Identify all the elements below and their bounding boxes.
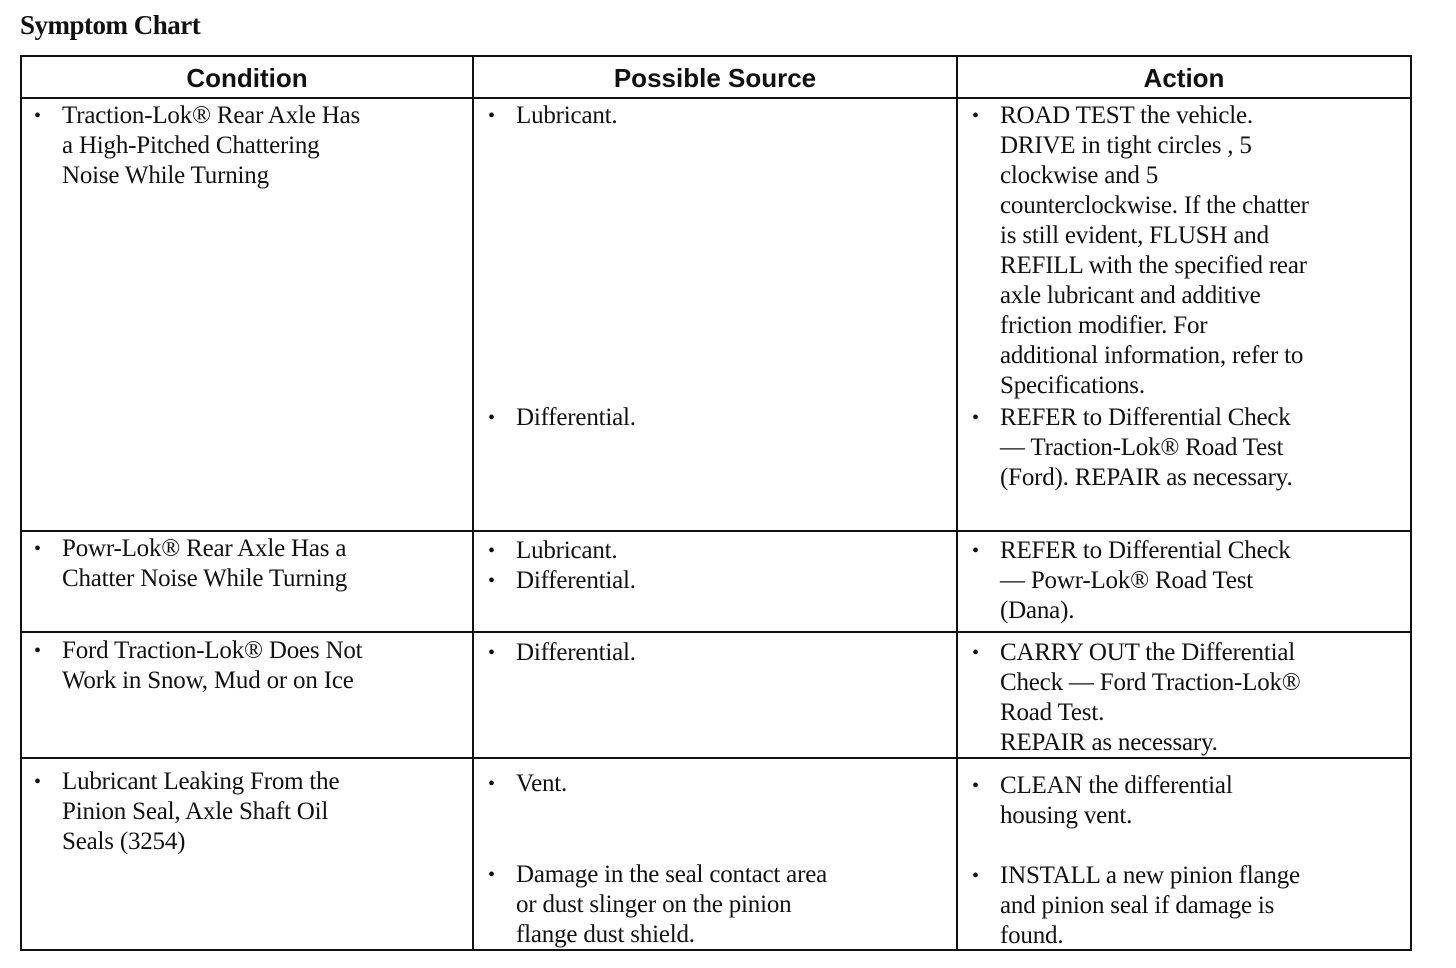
bullet: •	[488, 773, 495, 795]
source-text: Vent.	[516, 770, 568, 797]
action-text: ROAD TEST the vehicle. DRIVE in tight circles , 5 clockwise and 5 counterclockwise. If the chatter is still evident, FLUSH and REFILL with the specified rear axle lubricant and additive friction modifier. For additional information, refer to Specifications.	[1000, 102, 1309, 399]
source-text: Damage in the seal contact area or dust slinger on the pinion flange dust shield.	[516, 861, 827, 948]
header-action: Action	[1143, 62, 1225, 93]
source-entry	[476, 403, 952, 433]
column-divider	[956, 57, 958, 949]
source-entry	[476, 536, 952, 566]
row-divider	[22, 631, 1410, 633]
bullet: •	[488, 570, 495, 592]
condition-text: Lubricant Leaking From the Pinion Seal, Axle Shaft Oil Seals (3254)	[62, 768, 340, 855]
bullet: •	[488, 864, 495, 886]
source-entry	[476, 638, 952, 668]
action-entry	[960, 101, 1408, 401]
condition-entry	[22, 534, 468, 594]
source-text: Lubricant.	[516, 102, 618, 129]
condition-entry	[22, 101, 468, 191]
bullet: •	[488, 540, 495, 562]
condition-text: Powr-Lok® Rear Axle Has a Chatter Noise While Turning	[62, 535, 348, 592]
source-text: Lubricant.	[516, 537, 618, 564]
column-divider	[472, 57, 474, 949]
bullet: •	[972, 642, 979, 664]
header-condition: Condition	[186, 62, 308, 93]
action-text: CLEAN the differential housing vent.	[1000, 772, 1233, 829]
condition-entry	[22, 636, 468, 696]
source-text: Differential.	[516, 567, 636, 594]
action-text: CARRY OUT the Differential Check — Ford Traction-Lok® Road Test. REPAIR as necessary.	[1000, 639, 1301, 756]
row-divider	[22, 530, 1410, 532]
condition-entry	[22, 767, 468, 857]
bullet: •	[488, 105, 495, 127]
bullet: •	[972, 775, 979, 797]
symptom-chart-table	[20, 55, 1412, 951]
bullet: •	[34, 538, 41, 560]
bullet: •	[34, 640, 41, 662]
action-entry	[960, 861, 1408, 951]
bullet: •	[972, 105, 979, 127]
bullet: •	[34, 105, 41, 127]
source-entry	[476, 566, 952, 596]
bullet: •	[972, 540, 979, 562]
source-entry	[476, 101, 952, 131]
bullet: •	[972, 865, 979, 887]
bullet: •	[488, 642, 495, 664]
bullet: •	[488, 407, 495, 429]
action-entry	[960, 403, 1408, 493]
action-text: INSTALL a new pinion flange and pinion seal if damage is found.	[1000, 862, 1300, 949]
header-possible-source: Possible Source	[613, 62, 817, 93]
condition-text: Traction-Lok® Rear Axle Has a High-Pitched Chattering Noise While Turning	[62, 102, 361, 189]
action-entry	[960, 536, 1408, 626]
source-text: Differential.	[516, 639, 636, 666]
action-entry	[960, 638, 1408, 758]
action-text: REFER to Differential Check — Traction-Lok® Road Test (Ford). REPAIR as necessary.	[1000, 404, 1293, 491]
action-text: REFER to Differential Check — Powr-Lok® Road Test (Dana).	[1000, 537, 1291, 624]
action-entry	[960, 771, 1408, 831]
page-title: Symptom Chart	[20, 10, 201, 40]
source-text: Differential.	[516, 404, 636, 431]
bullet: •	[972, 407, 979, 429]
condition-text: Ford Traction-Lok® Does Not Work in Snow, Mud or on Ice	[62, 637, 363, 694]
source-entry	[476, 860, 952, 950]
source-entry	[476, 769, 952, 799]
bullet: •	[34, 771, 41, 793]
